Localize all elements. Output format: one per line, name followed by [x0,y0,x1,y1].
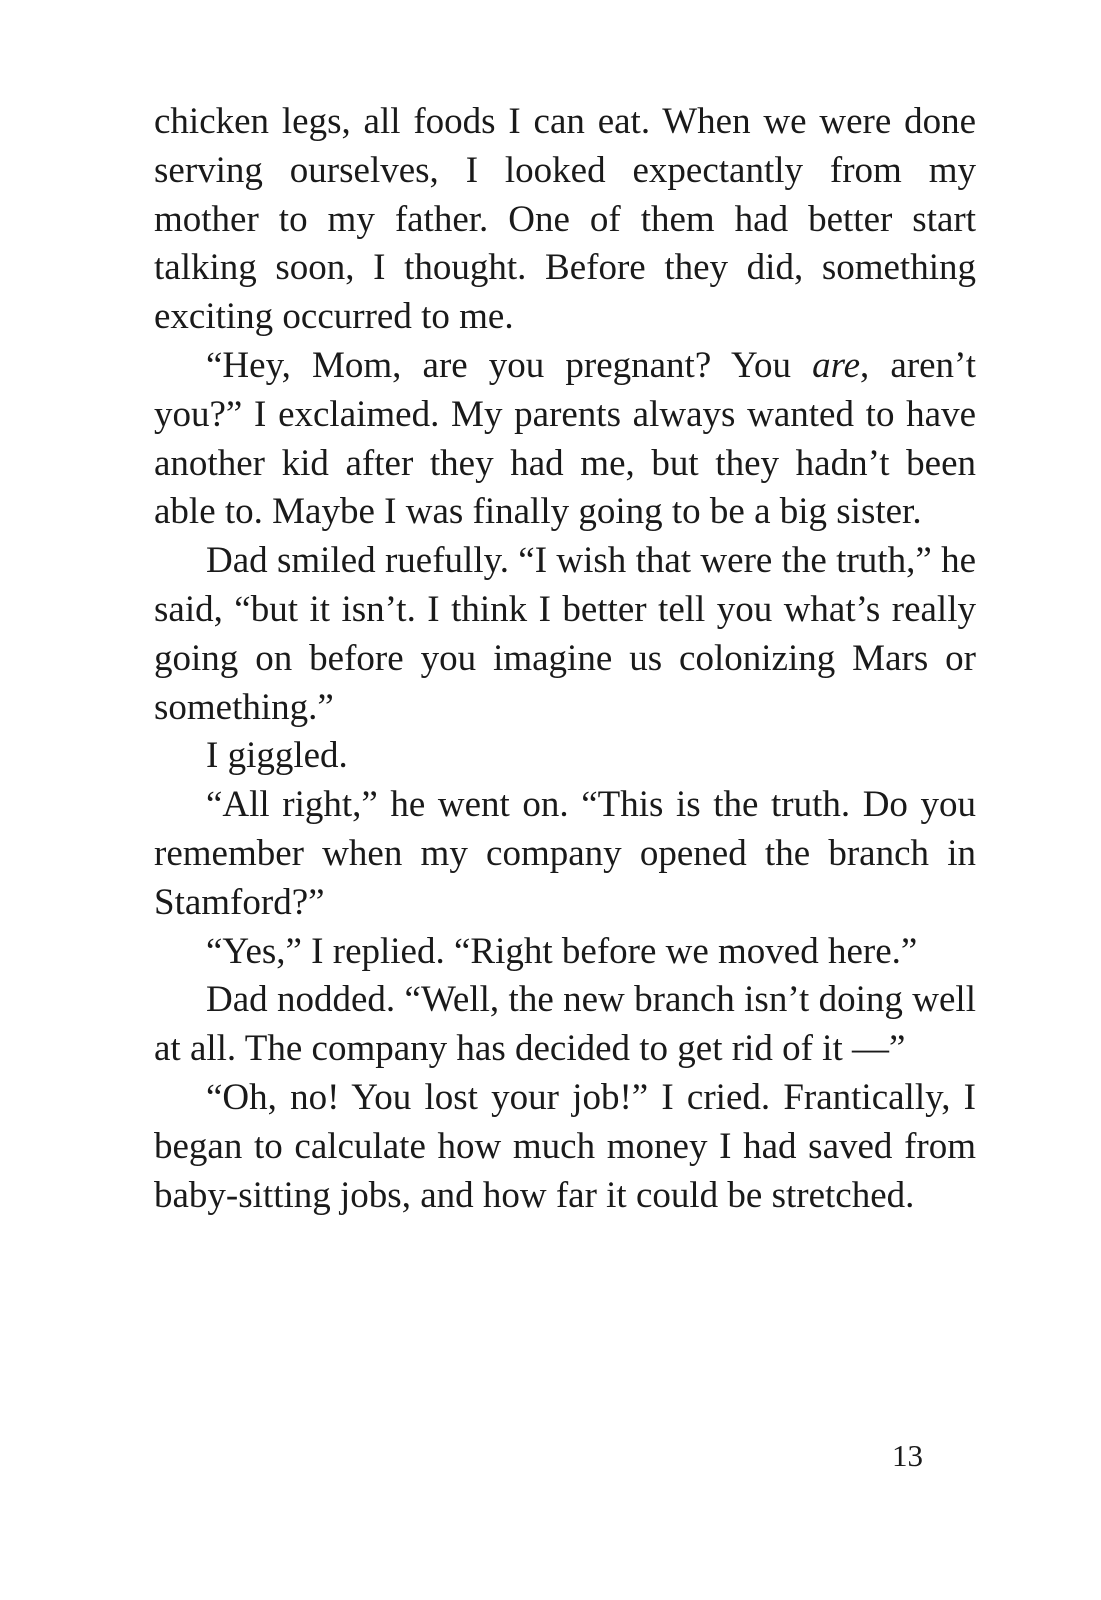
body-text [154,98,976,1220]
paragraph: “Yes,” I replied. “Right before we moved here.” [206,930,918,972]
paragraph: I giggled. [206,735,348,777]
paragraph: “Hey, Mom, are you pregnant? You are, aren’t you?” I exclaimed. My parents always wanted to have another kid after they had me, but they hadn’t been able to. Maybe I was finally going to be a big sister. [154,344,976,533]
paragraph: “All right,” he went on. “This is the truth. Do you remember when my company opened the branch in Stamford?” [154,784,976,923]
paragraph: chicken legs, all foods I can eat. When we were done serving ourselves, I looked expectantly from my mother to my father. One of them had better start talking soon, I thought. Before they did, something exciting occurred to me. [154,101,976,338]
paragraph: Dad nodded. “Well, the new branch isn’t doing well at all. The company has decided to get rid of it —” [154,979,976,1070]
page-number: 13 [892,1438,923,1473]
emphasis: are [812,344,861,386]
paragraph: Dad smiled ruefully. “I wish that were the truth,” he said, “but it isn’t. I think I better tell you what’s really going on before you imagine us colonizing Mars or something.” [154,540,976,728]
paragraph: “Oh, no! You lost your job!” I cried. Frantically, I began to calculate how much money I had saved from baby-sitting jobs, and how far it could be stretched. [154,1076,976,1216]
